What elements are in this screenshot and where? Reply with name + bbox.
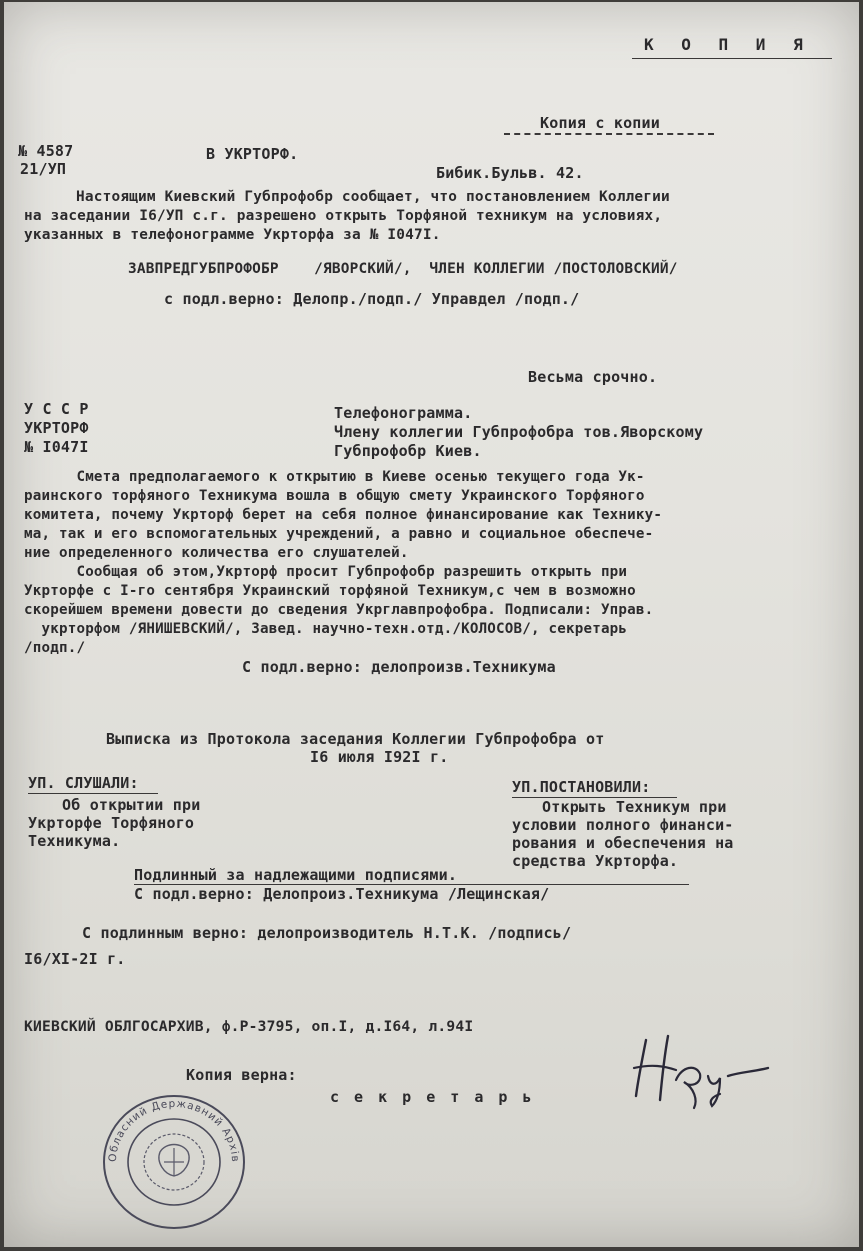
telegram-body-line: Сообщая об этом,Укрторф просит Губпрофобр разрешить открыть при <box>24 564 628 580</box>
resolved-line: средства Укрторфа. <box>512 852 679 870</box>
resolved-line: рования и обеспечения на <box>512 834 734 852</box>
letter1-line: на заседании I6/УП с.г. разрешено открыть Торфяной техникум на условиях, <box>24 208 663 224</box>
telegram-body-line: раинского торфяного Техникума вошла в общую смету Украинского Торфяного <box>24 488 645 504</box>
kopiya-label: К О П И Я <box>644 35 812 54</box>
footer-date: I6/XI-2I г. <box>24 950 126 968</box>
telegram-left-line: У С С Р <box>24 400 89 418</box>
archive-stamp-seal <box>100 1092 248 1232</box>
protocol-certified: С подл.верно: Делопроиз.Техникума /Лещинская/ <box>134 885 550 903</box>
telegram-left-line: УКРТОРФ <box>24 419 89 437</box>
telegram-body-line: комитета, почему Укрторф берет на себя полное финансирование как Технику- <box>24 507 663 523</box>
document-page <box>4 2 859 1247</box>
doc-date-code: 21/УП <box>20 160 67 178</box>
archive-reference: КИЕВСКИЙ ОБЛГОСАРХИВ, ф.Р-3795, оп.I, д.I64, л.94I <box>24 1018 474 1035</box>
heard-line: Техникума. <box>28 832 121 850</box>
telegram-body-line: укрторфом /ЯНИШЕВСКИЙ/, Завед. научно-техн.отд./КОЛОСОВ/, секретарь <box>24 621 628 637</box>
telegram-body-line: ние определенного количества его слушателей. <box>24 545 409 561</box>
heard-line: Укрторфе Торфяного <box>28 814 195 832</box>
kopiya-verna: Копия верна: <box>186 1066 297 1084</box>
protocol-date: I6 июля I92I г. <box>310 748 449 766</box>
telegram-left-line: № I047I <box>24 438 89 456</box>
telegram-body-line: /подп./ <box>24 640 86 656</box>
certified-original: С подлинным верно: делопроизводитель Н.Т.К. /подпись/ <box>82 924 572 942</box>
letter1-line: Настоящим Киевский Губпрофобр сообщает, что постановлением Коллегии <box>76 189 670 205</box>
kopiya-underline <box>632 58 832 59</box>
resolved-line: условии полного финанси- <box>512 816 734 834</box>
handwritten-signature <box>624 1030 784 1110</box>
protocol-title: Выписка из Протокола заседания Коллегии Губпрофобра от <box>106 730 605 748</box>
telegram-body-line: Укрторфе с I-го сентября Украинский торфяной Техникум,с чем в возможно <box>24 583 636 599</box>
addressee: В УКРТОРФ. <box>206 145 299 163</box>
letter1-certified: с подл.верно: Делопр./подп./ Управдел /подп./ <box>164 290 580 308</box>
telegram-right-line: Губпрофобр Киев. <box>334 442 482 460</box>
heard-line: Об открытии при <box>62 796 201 814</box>
doc-number: № 4587 <box>18 142 74 160</box>
secretary-label: с е к р е т а р ь <box>330 1088 535 1106</box>
resolved-label: УП.ПОСТАНОВИЛИ: <box>512 778 651 796</box>
telegram-right-line: Члену коллегии Губпрофобра тов.Яворскому <box>334 423 704 441</box>
telegram-right-line: Телефонограмма. <box>334 404 473 422</box>
telegram-certified: С подл.верно: делопроизв.Техникума <box>242 658 556 676</box>
kopiya-s-kopii-underline <box>504 133 714 135</box>
address: Бибик.Бульв. 42. <box>436 164 584 182</box>
resolved-line: Открыть Техникум при <box>542 798 727 816</box>
letter1-signatures: ЗАВПРЕДГУБПРОФОБР /ЯВОРСКИЙ/, ЧЛЕН КОЛЛЕГИИ /ПОСТОЛОВСКИЙ/ <box>128 261 678 277</box>
protocol-original: Подлинный за надлежащими подписями. <box>134 866 458 884</box>
telegram-body-line: ма, так и его вспомогательных учреждений, а равно и социальное обеспече- <box>24 526 654 542</box>
letter1-line: указанных в телефонограмме Укрторфа за № I047I. <box>24 227 441 243</box>
heard-underline <box>28 793 158 794</box>
telegram-body-line: скорейшем времени довести до сведения Укрглавпрофобра. Подписали: Управ. <box>24 602 654 618</box>
telegram-body-line: Смета предполагаемого к открытию в Киеве осенью текущего года Ук- <box>24 469 645 485</box>
telegram-urgency: Весьма срочно. <box>528 368 658 386</box>
heard-label: УП. СЛУШАЛИ: <box>28 774 139 792</box>
kopiya-s-kopii: Копия с копии <box>540 114 660 132</box>
stamp-text: Обласний Державний Архів <box>106 1097 242 1164</box>
